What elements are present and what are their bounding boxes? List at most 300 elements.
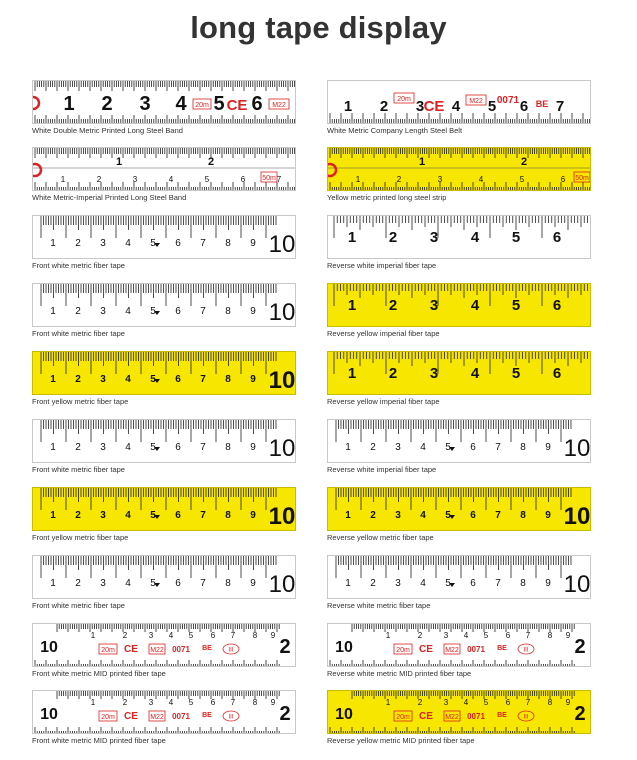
tape-number: 10 (268, 367, 296, 394)
tape-graphic (328, 556, 591, 599)
tape-number: 5 (487, 98, 497, 115)
cert-mark (466, 95, 486, 105)
tape-number: 9 (545, 578, 551, 589)
tape-number: 5 (150, 578, 156, 589)
tape-caption: White Metric-Imperial Printed Long Steel Band (32, 193, 187, 202)
tape-number: 4 (470, 229, 480, 246)
tape-number: 5 (150, 442, 156, 453)
tape-number: 9 (545, 510, 551, 521)
tape-caption: Front white metric fiber tape (32, 601, 125, 610)
tape-caption: White Double Metric Printed Long Steel Band (32, 126, 183, 135)
tape-sample (327, 555, 591, 610)
tape-image (32, 419, 296, 463)
cert-mark-text: 0071 (496, 95, 520, 106)
tape-number: 6 (470, 442, 476, 453)
cert-mark-text: 50m (262, 175, 276, 182)
tape-caption: Front yellow metric fiber tape (32, 533, 129, 542)
cert-mark (394, 711, 412, 721)
cert-mark-text: BE (202, 645, 212, 652)
tape-graphic (33, 488, 296, 531)
cert-mark-text: III (228, 714, 234, 721)
tape-number: 5 (511, 297, 521, 314)
tape-number: 3 (443, 631, 449, 640)
tape-caption: Front white metric MID printed fiber tape (32, 669, 166, 678)
tape-number: 1 (345, 510, 351, 521)
cert-mark (223, 644, 239, 654)
tape-number: 10 (563, 571, 591, 598)
tape-image (327, 487, 591, 531)
tape-number: 5 (188, 631, 194, 640)
tape-image (32, 623, 296, 667)
cert-mark (261, 172, 277, 182)
tape-number: 2 (75, 578, 81, 589)
tape-number: 1 (63, 93, 75, 115)
tape-number: 3 (100, 442, 106, 453)
tape-number: 7 (525, 698, 531, 707)
tape-number: 9 (250, 238, 256, 249)
tape-number: 5 (445, 510, 451, 521)
tape-image (327, 419, 591, 463)
tape-number: 1 (60, 175, 66, 184)
tape-number: 2 (75, 238, 81, 249)
tape-sample (327, 80, 591, 135)
cert-mark-text: CE (419, 644, 433, 655)
cert-mark-text: III (523, 647, 529, 654)
tape-image (32, 487, 296, 531)
tape-number: 5 (150, 374, 156, 385)
tape-number: 1 (345, 578, 351, 589)
cert-mark-text: M22 (150, 714, 164, 721)
tape-number: 7 (495, 442, 501, 453)
tape-graphic (33, 216, 296, 259)
tape-number: 10 (268, 231, 296, 258)
tape-number: 8 (225, 306, 231, 317)
page-title: long tape display (190, 10, 447, 45)
tape-sample (327, 487, 591, 542)
cert-mark (444, 644, 460, 654)
tape-number: 4 (470, 365, 480, 382)
tick-marks (330, 182, 591, 191)
tape-sample (327, 283, 591, 338)
tape-number: 2 (75, 510, 81, 521)
tape-number: 1 (355, 175, 361, 184)
tape-number: 2 (101, 93, 113, 115)
tape-number: 6 (251, 93, 263, 115)
tick-marks (35, 727, 279, 734)
tape-number: 4 (125, 374, 131, 385)
tick-marks (330, 660, 574, 667)
tape-caption: Yellow metric printed long steel strip (327, 193, 447, 202)
tape-number: 3 (395, 578, 401, 589)
tick-marks (35, 148, 296, 158)
tape-number: 4 (478, 175, 484, 184)
tape-number: 9 (250, 578, 256, 589)
tape-number: 3 (429, 365, 439, 382)
tape-number: 5 (511, 229, 521, 246)
tape-sample (32, 487, 296, 542)
tick-marks (35, 115, 296, 124)
tape-number: 6 (552, 365, 562, 382)
tape-number: 3 (148, 631, 154, 640)
tape-number: 4 (125, 306, 131, 317)
cert-mark (518, 711, 534, 721)
tape-number: 4 (470, 297, 480, 314)
cert-mark-text: 0071 (467, 645, 485, 654)
tape-sample (32, 283, 296, 338)
tape-number: 1 (50, 306, 56, 317)
tape-number: 3 (429, 297, 439, 314)
cert-mark-text: CE (124, 644, 138, 655)
tape-caption: Reverse white metric fiber tape (327, 601, 431, 610)
tape-graphic (328, 691, 591, 734)
tape-number: 1 (343, 98, 353, 115)
tape-number: 1 (418, 156, 426, 168)
tape-number: 6 (210, 631, 216, 640)
tape-sample (32, 419, 296, 474)
tape-number: 5 (150, 238, 156, 249)
tape-number: 6 (175, 374, 181, 385)
tape-number: 6 (505, 631, 511, 640)
tape-number: 1 (50, 578, 56, 589)
tape-number: 10 (40, 706, 58, 723)
tape-number: 9 (565, 631, 571, 640)
tape-number: 2 (207, 156, 215, 168)
tape-number: 10 (268, 503, 296, 530)
cert-mark-text: 20m (101, 647, 115, 654)
tape-number: 8 (225, 238, 231, 249)
cert-mark-text: 0071 (172, 645, 190, 654)
tick-marks (336, 420, 571, 442)
tape-caption: White Metric Company Length Steel Belt (327, 126, 463, 135)
tape-caption: Reverse white imperial fiber tape (327, 465, 437, 474)
tape-number: 10 (335, 639, 353, 656)
tape-number: 7 (200, 306, 206, 317)
tape-number: 3 (139, 93, 151, 115)
tape-number: 6 (210, 698, 216, 707)
tick-marks (35, 81, 296, 91)
cert-mark-text: M22 (445, 714, 459, 721)
tape-image (32, 283, 296, 327)
cert-mark-text: BE (535, 99, 549, 109)
tape-number: 4 (463, 631, 469, 640)
tape-number: 3 (429, 229, 439, 246)
tape-graphic (33, 624, 296, 667)
tape-number: 4 (175, 93, 187, 115)
tape-caption: Reverse yellow imperial fiber tape (327, 397, 440, 406)
tape-image (327, 147, 591, 191)
tape-number: 2 (417, 631, 423, 640)
cert-mark (99, 711, 117, 721)
tape-number: 10 (268, 299, 296, 326)
tape-number: 5 (445, 578, 451, 589)
cert-mark-text: BE (202, 712, 212, 719)
tape-number: 6 (552, 229, 562, 246)
tape-number: 6 (175, 578, 181, 589)
tape-number: 2 (75, 374, 81, 385)
tape-image (327, 215, 591, 259)
tape-number: 8 (225, 510, 231, 521)
cert-mark (149, 711, 165, 721)
tape-number: 6 (519, 98, 529, 115)
cert-mark (269, 99, 289, 109)
tick-marks (330, 148, 591, 158)
tape-number: 6 (560, 175, 566, 184)
tape-number: 9 (250, 442, 256, 453)
tape-sample (327, 215, 591, 270)
tape-number: 9 (250, 510, 256, 521)
tape-number: 3 (132, 175, 138, 184)
tape-number: 8 (520, 578, 526, 589)
tape-number: 1 (115, 156, 123, 168)
tape-number: 9 (565, 698, 571, 707)
tape-number: 3 (100, 374, 106, 385)
tape-number: 8 (520, 442, 526, 453)
tape-number: 7 (495, 510, 501, 521)
tick-marks (41, 556, 276, 578)
tape-number: 4 (125, 510, 131, 521)
tape-number: 8 (225, 578, 231, 589)
tape-sample (32, 623, 296, 678)
tape-number: 10 (268, 571, 296, 598)
cert-mark-text: CE (419, 711, 433, 722)
tape-graphic (33, 691, 296, 734)
cert-mark-text: 0071 (467, 712, 485, 721)
tape-number: 3 (443, 698, 449, 707)
tape-number: 4 (125, 442, 131, 453)
tape-number: 2 (379, 98, 389, 115)
tape-number: 4 (125, 578, 131, 589)
tape-number: 2 (279, 636, 291, 658)
tape-number: 10 (268, 435, 296, 462)
tape-number: 5 (150, 510, 156, 521)
tape-caption: Reverse yellow imperial fiber tape (327, 329, 440, 338)
tape-number: 4 (125, 238, 131, 249)
cert-mark-text: 0071 (172, 712, 190, 721)
tape-number: 6 (470, 510, 476, 521)
tape-sample (32, 215, 296, 270)
tape-sample (32, 80, 296, 135)
tape-caption: Reverse white metric MID printed fiber tape (327, 669, 472, 678)
tape-image (327, 80, 591, 124)
tape-graphic (328, 420, 591, 463)
cert-mark-text: 20m (397, 96, 411, 103)
tape-number: 2 (417, 698, 423, 707)
tape-sample (327, 419, 591, 474)
tape-number: 5 (519, 175, 525, 184)
cert-mark-text: M22 (150, 647, 164, 654)
tape-caption: Front yellow metric fiber tape (32, 397, 129, 406)
tape-number: 2 (520, 156, 528, 168)
tape-number: 9 (250, 374, 256, 385)
tape-number: 7 (276, 175, 282, 184)
tape-number: 6 (175, 238, 181, 249)
tape-number: 10 (40, 639, 58, 656)
tape-image (32, 555, 296, 599)
tick-marks (41, 352, 276, 374)
cert-mark-text: M22 (469, 98, 483, 105)
tape-number: 3 (437, 175, 443, 184)
tape-number: 7 (200, 442, 206, 453)
cert-mark-text: 20m (396, 647, 410, 654)
tape-number: 8 (547, 631, 553, 640)
tape-number: 7 (495, 578, 501, 589)
tape-number: 7 (230, 698, 236, 707)
tape-number: 2 (574, 636, 586, 658)
cert-mark-text: III (523, 714, 529, 721)
cert-mark-text: 20m (101, 714, 115, 721)
tape-number: 2 (122, 698, 128, 707)
tape-number: 1 (385, 698, 391, 707)
tick-marks (330, 727, 574, 734)
tape-number: 1 (347, 229, 357, 246)
tape-graphic (328, 624, 591, 667)
tape-number: 6 (470, 578, 476, 589)
cert-mark-text: CE (423, 98, 445, 115)
tape-number: 5 (204, 175, 210, 184)
tape-number: 3 (100, 306, 106, 317)
tape-image (32, 690, 296, 734)
cert-mark-text: M22 (272, 102, 286, 109)
tape-number: 1 (90, 698, 96, 707)
tape-number: 3 (395, 442, 401, 453)
tape-number: 6 (505, 698, 511, 707)
tape-image (327, 351, 591, 395)
tape-number: 2 (75, 306, 81, 317)
tape-caption: Front white metric fiber tape (32, 261, 125, 270)
tape-graphic (328, 148, 591, 191)
tick-marks (35, 182, 296, 191)
tape-sample (327, 690, 591, 745)
hook-ring (328, 164, 336, 176)
tape-number: 10 (563, 435, 591, 462)
cert-mark (99, 644, 117, 654)
tape-number: 3 (148, 698, 154, 707)
tape-graphic (328, 488, 591, 531)
tape-number: 4 (168, 175, 174, 184)
tape-image (327, 283, 591, 327)
tape-image (327, 690, 591, 734)
tape-sample (32, 351, 296, 406)
tape-number: 3 (100, 578, 106, 589)
tape-number: 7 (200, 578, 206, 589)
tape-graphic (328, 81, 591, 124)
cert-mark-text: CE (124, 711, 138, 722)
cert-mark-text: CE (226, 97, 248, 114)
tape-number: 8 (252, 631, 258, 640)
tape-graphic (33, 81, 296, 124)
cert-mark-text: III (228, 647, 234, 654)
tape-number: 1 (385, 631, 391, 640)
tape-number: 8 (252, 698, 258, 707)
tape-graphic (328, 352, 591, 395)
tape-number: 4 (420, 442, 426, 453)
tape-image (327, 555, 591, 599)
cert-mark-text: BE (497, 712, 507, 719)
tape-graphic (328, 284, 591, 327)
tape-number: 3 (415, 98, 425, 115)
tape-number: 5 (188, 698, 194, 707)
tick-marks (41, 284, 276, 306)
hook-ring (33, 97, 39, 109)
tape-graphic (33, 420, 296, 463)
cert-mark (444, 711, 460, 721)
tape-number: 4 (168, 631, 174, 640)
tape-number: 2 (574, 703, 586, 725)
tape-graphic (328, 216, 591, 259)
tape-number: 7 (200, 374, 206, 385)
tick-marks (336, 556, 571, 578)
tape-number: 1 (345, 442, 351, 453)
tick-marks (336, 488, 571, 510)
tape-image (32, 351, 296, 395)
tape-number: 3 (395, 510, 401, 521)
tape-number: 6 (552, 297, 562, 314)
tape-number: 5 (150, 306, 156, 317)
tape-number: 6 (175, 306, 181, 317)
tape-number: 2 (370, 578, 376, 589)
tape-number: 5 (511, 365, 521, 382)
tape-number: 2 (279, 703, 291, 725)
tape-number: 6 (175, 510, 181, 521)
cert-mark-text: BE (497, 645, 507, 652)
tape-number: 9 (270, 631, 276, 640)
tape-caption: Reverse yellow metric MID printed fiber tape (327, 736, 475, 745)
tape-number: 9 (545, 442, 551, 453)
cert-mark-text: 20m (396, 714, 410, 721)
tape-number: 3 (100, 510, 106, 521)
tape-caption: Front white metric fiber tape (32, 465, 125, 474)
cert-mark (193, 99, 211, 109)
tape-number: 2 (75, 442, 81, 453)
tape-number: 1 (347, 297, 357, 314)
tape-number: 7 (200, 510, 206, 521)
tick-marks (41, 488, 276, 510)
tape-number: 6 (175, 442, 181, 453)
tape-image (327, 623, 591, 667)
tape-sample (32, 147, 296, 202)
tape-graphic (33, 556, 296, 599)
tape-number: 8 (520, 510, 526, 521)
tape-number: 1 (347, 365, 357, 382)
tape-number: 7 (200, 238, 206, 249)
tape-sample (327, 623, 591, 678)
tape-number: 2 (96, 175, 102, 184)
cert-mark (149, 644, 165, 654)
tape-number: 8 (225, 374, 231, 385)
cert-mark (394, 644, 412, 654)
tape-sample (327, 351, 591, 406)
tape-caption: Reverse white imperial fiber tape (327, 261, 437, 270)
tape-number: 7 (230, 631, 236, 640)
tape-number: 4 (420, 578, 426, 589)
tape-number: 4 (451, 98, 461, 115)
tape-number: 5 (483, 698, 489, 707)
cert-mark-text: 50m (575, 175, 589, 182)
tape-number: 1 (50, 374, 56, 385)
cert-mark-text: 20m (195, 102, 209, 109)
hook-ring (33, 164, 41, 176)
tape-number: 5 (445, 442, 451, 453)
tape-number: 4 (463, 698, 469, 707)
cert-mark (394, 93, 414, 103)
tape-graphic (33, 284, 296, 327)
tape-number: 1 (90, 631, 96, 640)
tape-number: 4 (168, 698, 174, 707)
tape-number: 2 (388, 229, 398, 246)
cert-mark (574, 172, 590, 182)
tape-number: 8 (225, 442, 231, 453)
cert-mark (223, 711, 239, 721)
